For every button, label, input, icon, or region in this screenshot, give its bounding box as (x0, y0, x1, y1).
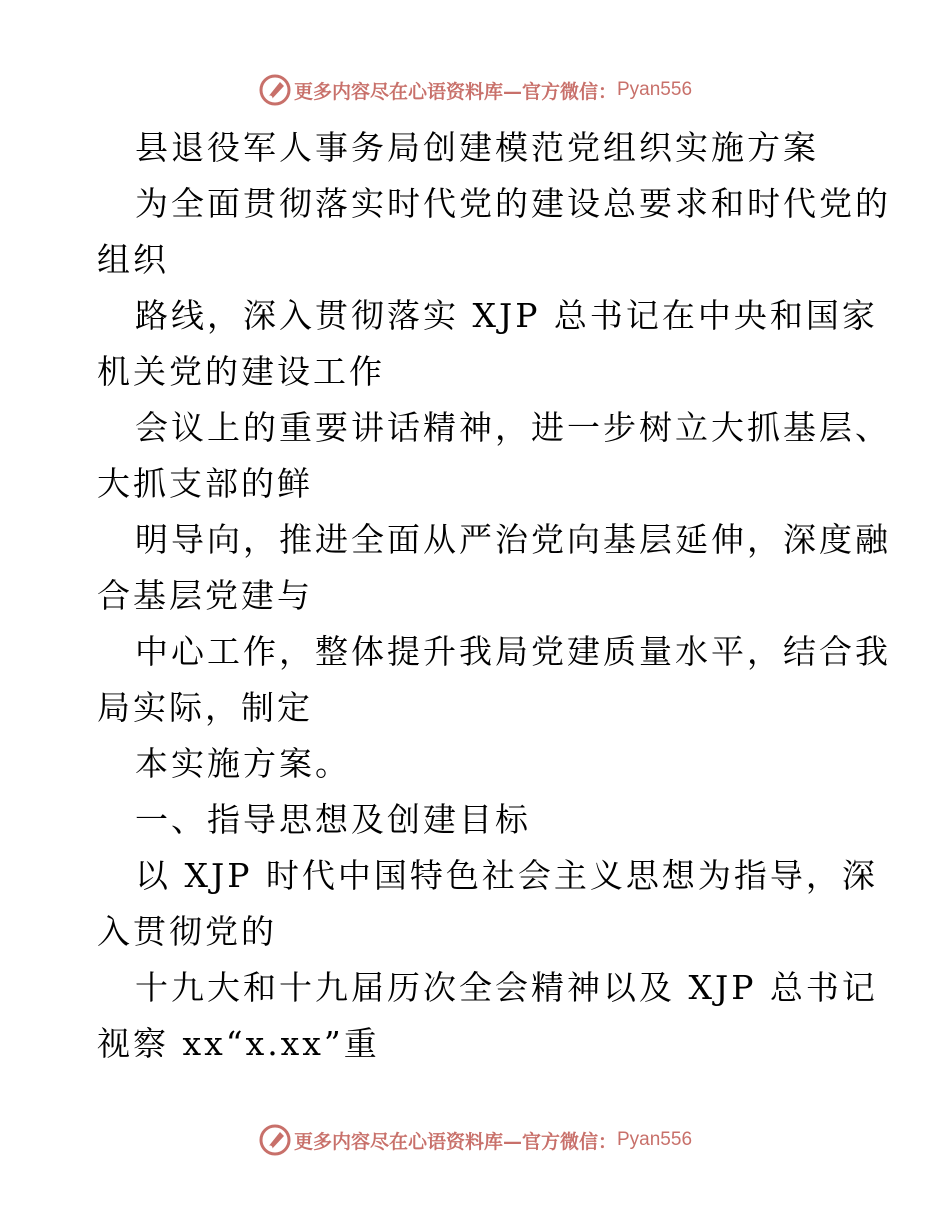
document-body (97, 120, 891, 1072)
footer-banner (0, 1120, 950, 1160)
text-line: 为全面贯彻落实时代党的建设总要求和时代党的 (135, 184, 891, 223)
header-banner (0, 70, 950, 110)
banner-text: 更多内容尽在心语资料库—官方微信： (293, 80, 617, 103)
banner-contact: Pyan556 (617, 79, 693, 100)
text-line: 合基层党建与 (97, 576, 313, 615)
text-line: 本实施方案。 (135, 744, 351, 783)
text-line: 局实际，制定 (97, 688, 313, 727)
text-line: 视察 xx“x.xx”重 (97, 1024, 380, 1063)
text-line: 组织 (97, 240, 169, 279)
text-line: 中心工作，整体提升我局党建质量水平，结合我 (135, 632, 891, 671)
text-line: 大抓支部的鲜 (97, 464, 313, 503)
text-line: 会议上的重要讲话精神，进一步树立大抓基层、 (135, 408, 891, 447)
pen-nib-seal-icon (258, 73, 292, 107)
banner-text: 更多内容尽在心语资料库—官方微信： (293, 1130, 617, 1153)
banner-contact: Pyan556 (617, 1129, 693, 1150)
text-line: 入贯彻党的 (97, 912, 277, 951)
text-line: 机关党的建设工作 (97, 352, 385, 391)
text-line: 以 XJP 时代中国特色社会主义思想为指导，深 (135, 856, 878, 895)
text-line: 县退役军人事务局创建模范党组织实施方案 (135, 128, 819, 167)
text-line: 路线，深入贯彻落实 XJP 总书记在中央和国家 (135, 296, 878, 335)
text-line: 十九大和十九届历次全会精神以及 XJP 总书记 (135, 968, 878, 1007)
pen-nib-seal-icon (258, 1123, 292, 1157)
text-line: 明导向，推进全面从严治党向基层延伸，深度融 (135, 520, 891, 559)
text-line: 一、指导思想及创建目标 (135, 800, 531, 839)
